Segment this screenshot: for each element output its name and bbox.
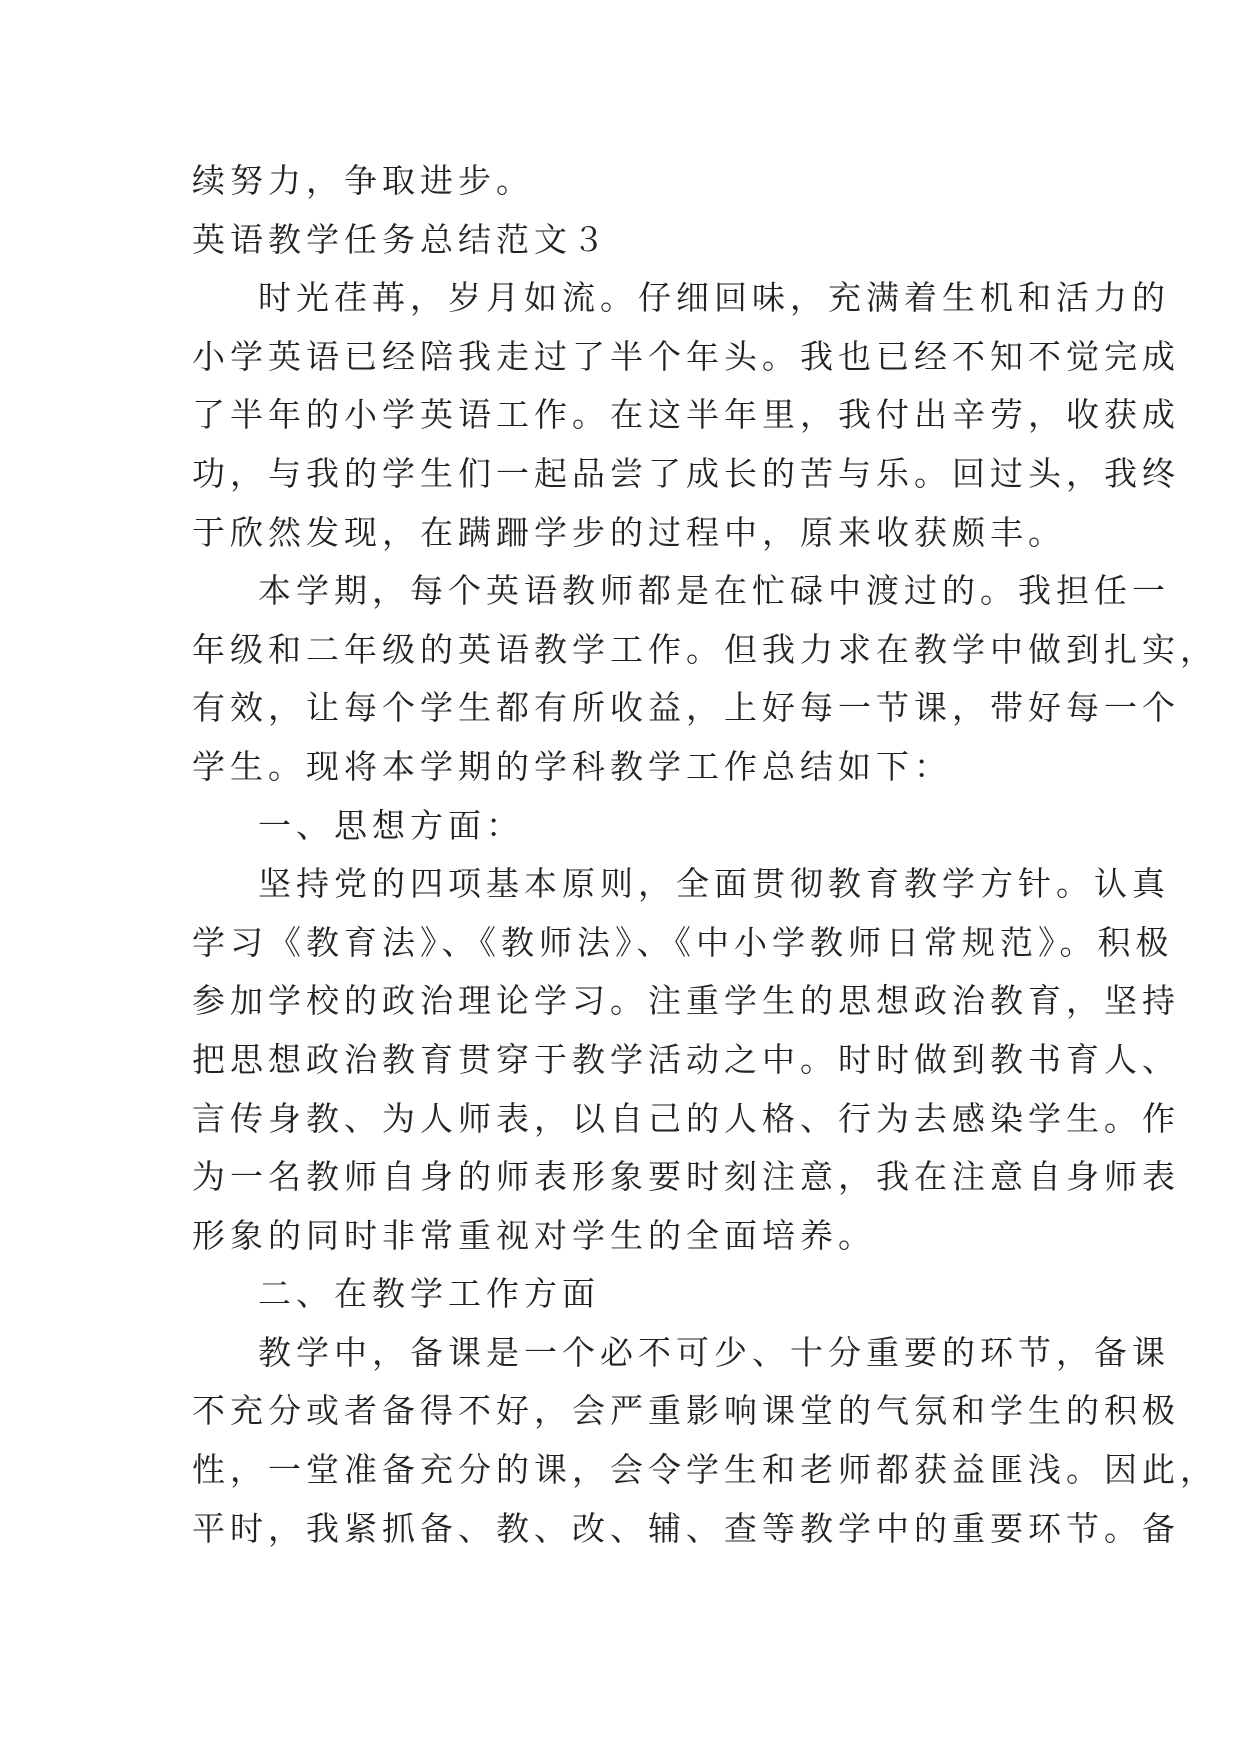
paragraph-line: 性，一堂准备充分的课，会令学生和老师都获益匪浅。因此，	[192, 1450, 1218, 1490]
paragraph-line: 形象的同时非常重视对学生的全面培养。	[192, 1215, 876, 1255]
paragraph-line: 教学中，备课是一个必不可少、十分重要的环节，备课	[258, 1332, 1170, 1372]
paragraph-line: 参加学校的政治理论学习。注重学生的思想政治教育，坚持	[192, 981, 1180, 1021]
paragraph-line: 学生。现将本学期的学科教学工作总结如下：	[192, 746, 952, 786]
paragraph-line: 言传身教、为人师表，以自己的人格、行为去感染学生。作	[192, 1098, 1180, 1138]
section-title: 英语教学任务总结范文３	[192, 219, 610, 259]
paragraph-line: 小学英语已经陪我走过了半个年头。我也已经不知不觉完成	[192, 336, 1180, 376]
paragraph-line: 平时，我紧抓备、教、改、辅、查等教学中的重要环节。备	[192, 1508, 1180, 1548]
paragraph-line: 时光荏苒，岁月如流。仔细回味，充满着生机和活力的	[258, 278, 1170, 318]
paragraph-line: 学习《教育法》、《教师法》、《中小学教师日常规范》。积极	[192, 922, 1174, 962]
paragraph-line: 有效，让每个学生都有所收益，上好每一节课，带好每一个	[192, 688, 1180, 728]
paragraph-3	[192, 855, 1180, 1265]
paragraph-line: 年级和二年级的英语教学工作。但我力求在教学中做到扎实，	[192, 629, 1218, 669]
paragraph-line: 坚持党的四项基本原则，全面贯彻教育教学方针。认真	[258, 864, 1170, 904]
document-body	[192, 152, 1218, 1558]
paragraph-line: 于欣然发现，在蹒跚学步的过程中，原来收获颇丰。	[192, 512, 1066, 552]
paragraph-line: 功，与我的学生们一起品尝了成长的苦与乐。回过头，我终	[192, 453, 1180, 493]
paragraph-line: 本学期，每个英语教师都是在忙碌中渡过的。我担任一	[258, 571, 1170, 611]
paragraph-line: 不充分或者备得不好，会严重影响课堂的气氛和学生的积极	[192, 1391, 1180, 1431]
paragraph-line: 了半年的小学英语工作。在这半年里，我付出辛劳，收获成	[192, 395, 1180, 435]
paragraph-1	[192, 269, 1180, 562]
paragraph-line: 把思想政治教育贯穿于教学活动之中。时时做到教书育人、	[192, 1039, 1180, 1079]
paragraph-4	[192, 1324, 1218, 1558]
heading-thought: 一、思想方面：	[258, 805, 524, 845]
continuation-text: 续努力，争取进步。	[192, 161, 534, 200]
heading-teaching: 二、在教学工作方面	[258, 1274, 600, 1314]
paragraph-2	[192, 562, 1218, 796]
paragraph-line: 为一名教师自身的师表形象要时刻注意，我在注意自身师表	[192, 1157, 1180, 1197]
